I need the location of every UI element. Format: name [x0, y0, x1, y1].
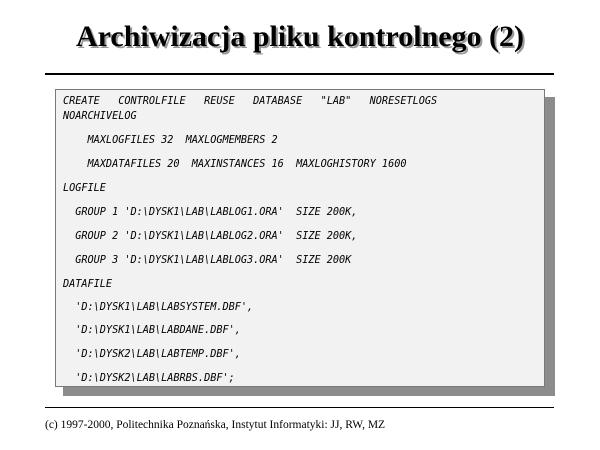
code-line-group-3: GROUP 3 'D:\DYSK1\LAB\LABLOG3.ORA' SIZE 200K [63, 255, 352, 266]
footer-rule [45, 407, 554, 408]
code-line-maxlogfiles: MAXLOGFILES 32 MAXLOGMEMBERS 2 [63, 135, 278, 146]
code-line-group-2: GROUP 2 'D:\DYSK1\LAB\LABLOG2.ORA' SIZE 200K, [63, 231, 358, 242]
code-line-datafile-dane: 'D:\DYSK1\LAB\LABDANE.DBF', [63, 325, 241, 336]
footer-copyright: (c) 1997-2000, Politechnika Poznańska, Instytut Informatyki: JJ, RW, MZ [45, 419, 386, 431]
code-line-maxdatafiles: MAXDATAFILES 20 MAXINSTANCES 16 MAXLOGHISTORY 1600 [63, 159, 407, 170]
code-line-datafile-temp: 'D:\DYSK2\LAB\LABTEMP.DBF', [63, 349, 241, 360]
code-box [55, 89, 545, 387]
code-line-create: CREATE CONTROLFILE REUSE DATABASE "LAB" NORESETLOGS [63, 96, 438, 107]
code-line-datafile-system: 'D:\DYSK1\LAB\LABSYSTEM.DBF', [63, 302, 254, 313]
code-line-datafile: DATAFILE [63, 279, 113, 290]
code-line-logfile: LOGFILE [63, 183, 106, 194]
code-line-noarchivelog: NOARCHIVELOG [63, 111, 137, 122]
slide-title: Archiwizacja pliku kontrolnego (2) [75, 20, 525, 53]
code-line-group-1: GROUP 1 'D:\DYSK1\LAB\LABLOG1.ORA' SIZE 200K, [63, 207, 358, 218]
title-rule [45, 73, 554, 75]
code-line-datafile-rbs: 'D:\DYSK2\LAB\LABRBS.DBF'; [63, 373, 235, 384]
